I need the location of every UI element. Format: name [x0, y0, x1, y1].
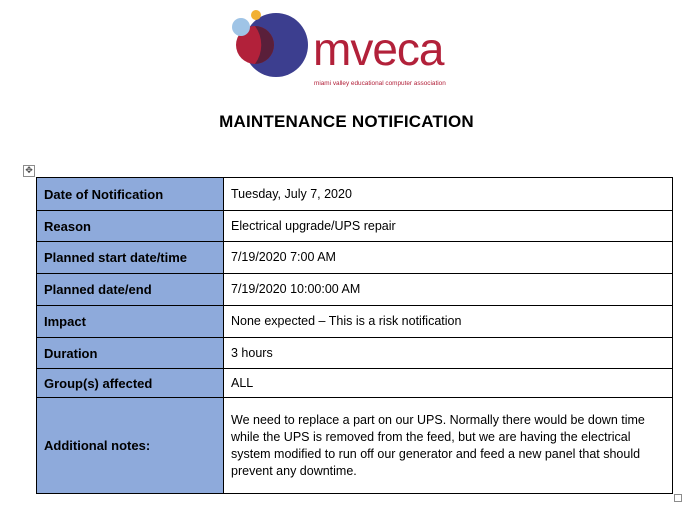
logo-circles-icon — [228, 8, 318, 92]
row-value: Tuesday, July 7, 2020 — [224, 178, 673, 211]
row-value: 7/19/2020 7:00 AM — [224, 242, 673, 274]
table-row — [37, 242, 673, 274]
row-label: Impact — [37, 306, 224, 338]
mveca-logo — [228, 8, 490, 92]
row-label: Duration — [37, 338, 224, 369]
table-row — [37, 398, 673, 494]
table-row — [37, 211, 673, 242]
row-value: None expected – This is a risk notification — [224, 306, 673, 338]
row-label: Date of Notification — [37, 178, 224, 211]
row-label: Planned date/end — [37, 274, 224, 306]
logo-wordmark: mveca — [313, 23, 444, 75]
table-row — [37, 274, 673, 306]
row-value: Electrical upgrade/UPS repair — [224, 211, 673, 242]
row-label: Planned start date/time — [37, 242, 224, 274]
row-label: Group(s) affected — [37, 369, 224, 398]
table-row — [37, 178, 673, 211]
row-value: 3 hours — [224, 338, 673, 369]
row-label: Additional notes: — [37, 398, 224, 494]
table-row — [37, 306, 673, 338]
table-move-handle-icon[interactable]: ✥ — [23, 165, 35, 177]
row-label: Reason — [37, 211, 224, 242]
row-value: 7/19/2020 10:00:00 AM — [224, 274, 673, 306]
notification-table — [36, 177, 673, 494]
logo-tagline: miami valley educational computer association — [314, 80, 446, 87]
row-value: We need to replace a part on our UPS. Normally there would be down time while the UPS is removed from the feed, but we are having the electrical system modified to run off our generator and feed a new panel that should prevent any downtime. — [224, 398, 673, 494]
page-title: MAINTENANCE NOTIFICATION — [219, 112, 474, 131]
row-value: ALL — [224, 369, 673, 398]
table-row — [37, 369, 673, 398]
table-resize-handle[interactable] — [674, 494, 682, 502]
table-row — [37, 338, 673, 369]
